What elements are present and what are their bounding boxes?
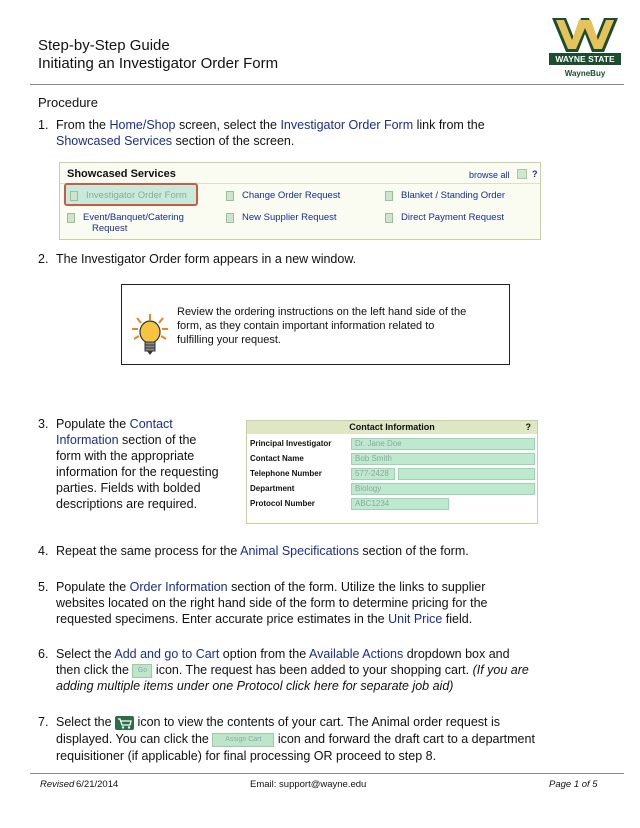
browse-all-icon[interactable] (517, 169, 527, 179)
showcased-services-heading: Showcased Services (67, 168, 176, 180)
page-title-line1: Step-by-Step Guide (38, 37, 170, 54)
step-7: 7. Select the icon to view the contents of your cart. The Animal order request is displayed. You can click the Assign Cart icon and forward the draft cart to a department requisitioner (if applicable) for final processing OR proceed to step 8. (38, 715, 535, 763)
step-5: 5. Populate the Order Information section of the form. Utilize the links to supplier websites located on the right hand side of the form to determine pricing for the requested specimens. Enter accurate price estimates in the Unit Price field. (38, 580, 488, 626)
procedure-heading: Procedure (38, 95, 98, 110)
footer-divider (30, 773, 624, 774)
department-row: Department Biology (250, 483, 536, 496)
help-icon[interactable]: ? (525, 422, 531, 432)
protocol-number-field[interactable]: ABC1234 (351, 498, 449, 510)
browse-all-link[interactable]: browse all (469, 170, 510, 180)
footer-revised-date: 6/21/2014 (76, 779, 119, 790)
go-button[interactable]: Go (132, 664, 152, 678)
wayne-state-logo (546, 16, 624, 80)
telephone-number-row: Telephone Number 577-2428 (250, 468, 536, 481)
step-3: 3. Populate the Contact Information section of the form with the appropriate information for the requesting parties. Fields with bolded descriptions are required. (38, 417, 219, 511)
svg-text:WayneBuy: WayneBuy (564, 69, 606, 78)
tip-box (121, 284, 510, 365)
document-icon (385, 213, 393, 223)
investigator-order-form-link[interactable]: Investigator Order Form (64, 183, 198, 206)
department-field[interactable]: Biology (351, 483, 535, 495)
contact-name-row: Contact Name Bob Smith (250, 453, 536, 466)
protocol-number-row: Protocol Number ABC1234 (250, 498, 536, 511)
step-1: 1. From the Home/Shop screen, select the Investigator Order Form link from the Showcased Services section of the screen. (38, 118, 485, 148)
principal-investigator-row: Principal Investigator Dr. Jane Doe (250, 438, 536, 451)
document-icon (226, 191, 234, 201)
page-title-line2: Initiating an Investigator Order Form (38, 55, 279, 72)
footer-revised-label: Revised (40, 779, 75, 790)
contact-name-field[interactable]: Bob Smith (351, 453, 535, 465)
tip-text: Review the ordering instructions on the left hand side of the form, as they contain important information related to fulfilling your request. (177, 306, 467, 346)
contact-information-form (246, 420, 538, 524)
svg-text:WAYNE STATE: WAYNE STATE (555, 54, 615, 64)
document-icon (385, 191, 393, 201)
step-2: 2. The Investigator Order form appears in a new window. (38, 252, 357, 266)
showcased-services-panel: Showcased Services browse all ? Investigator Order Form Change Order Request Blanket / Standing Order Event/Banquet/Catering Request New Supplier Request Direct Payment Request (59, 162, 541, 240)
document-icon (67, 213, 75, 223)
step-4: 4. Repeat the same process for the Animal Specifications section of the form. (38, 544, 469, 558)
footer-email: Email: support@wayne.edu (250, 779, 367, 790)
lightbulb-icon (131, 313, 169, 357)
contact-information-heading: Contact Information ? (247, 421, 537, 434)
assign-cart-button[interactable]: Assign Cart (212, 733, 274, 747)
header-divider (30, 84, 624, 85)
shopping-cart-icon[interactable] (115, 716, 134, 730)
telephone-number-field[interactable]: 577-2428 (351, 468, 395, 480)
help-icon[interactable]: ? (532, 169, 538, 179)
document-icon (70, 191, 78, 201)
step-6: 6. Select the Add and go to Cart option from the Available Actions dropdown box and then click the Go icon. The request has been added to your shopping cart. (If you are adding multiple items under one Protocol click here for separate job aid) (38, 647, 529, 693)
footer-page-number: Page 1 of 5 (549, 779, 598, 790)
telephone-extension-field[interactable] (398, 468, 535, 480)
principal-investigator-field[interactable]: Dr. Jane Doe (351, 438, 535, 450)
document-icon (226, 213, 234, 223)
